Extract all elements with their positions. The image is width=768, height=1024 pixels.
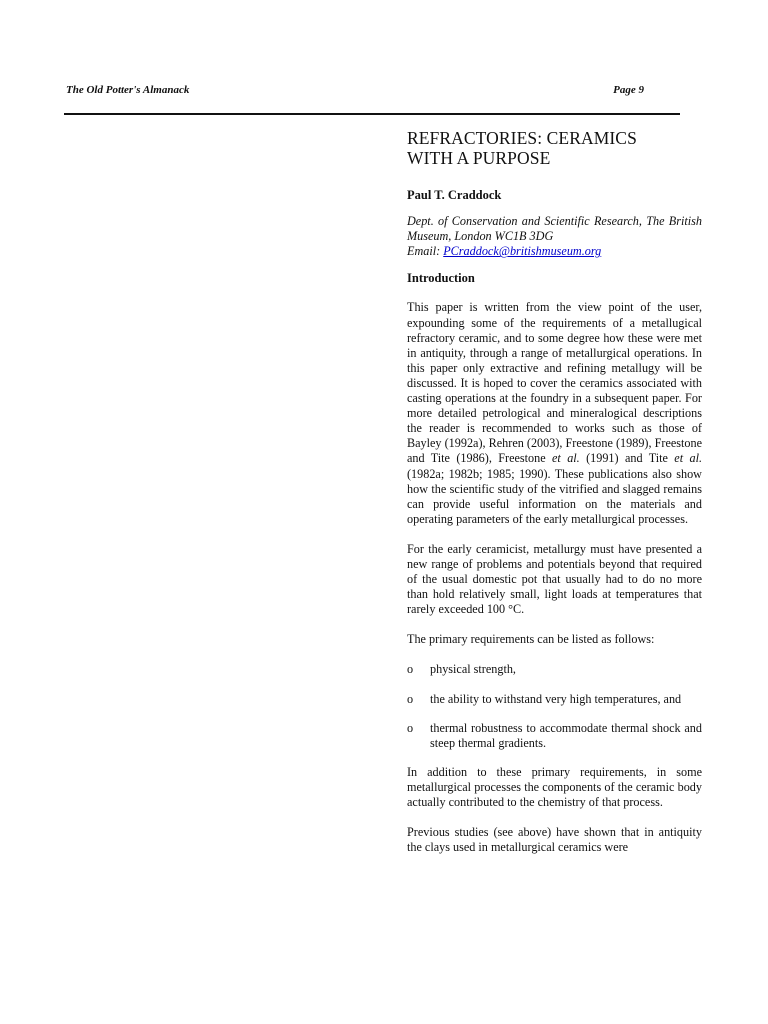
paragraph-1-et-al-2: et al. — [674, 451, 702, 466]
list-item — [407, 721, 702, 751]
paragraph-2: For the early ceramicist, metallurgy must have presented a new range of problems and potentials beyond that required of the usual domestic pot that usually had to do no more than hold relatively small, light loads at temperatures that rarely exceeded 100 °C. — [407, 541, 702, 617]
email-line — [407, 244, 702, 259]
list-item-text: thermal robustness to accommodate thermal shock and steep thermal gradients. — [430, 720, 702, 750]
paragraph-1-et-al-1: et al. — [552, 451, 580, 466]
paragraph-4: In addition to these primary requirements, in some metallurgical processes the components of the ceramic body actually contributed to the chemistry of that process. — [407, 764, 702, 809]
running-header — [66, 84, 644, 102]
bullet-marker: o — [407, 662, 414, 677]
article-title-line-1: REFRACTORIES: CERAMICS — [407, 128, 637, 148]
paragraph-1-part-a: This paper is written from the view point of the user, expounding some of the requirements of a metallugical refractory ceramic, and to some degree how these were met in antiquity, through a range of metallurgical operations. In this paper only extractive and refining metallugy will be discussed. It is hoped to cover the ceramics associated with casting operations at the foundry in a subsequent paper. For more detailed petrological and mineralogical descriptions the reader is recommended to works such as those of Bayley (1992a), Rehren (2003), Freestone (1989), Freestone and Tite (1986), Freestone — [407, 300, 702, 466]
list-item — [407, 692, 702, 707]
paragraph-1 — [407, 300, 702, 526]
list-item-text: physical strength, — [430, 662, 516, 677]
page-number: Page 9 — [613, 84, 644, 96]
article-title-line-2: WITH A PURPOSE — [407, 148, 551, 168]
author-name: Paul T. Craddock — [407, 188, 502, 202]
list-item-text: the ability to withstand very high temperatures, and — [430, 691, 682, 706]
paragraph-5: Previous studies (see above) have shown that in antiquity the clays used in metallurgical ceramics were — [407, 825, 702, 855]
article-column — [407, 128, 702, 870]
bullet-marker: o — [407, 720, 414, 735]
section-heading-introduction: Introduction — [407, 271, 475, 286]
paragraph-3: The primary requirements can be listed as follows: — [407, 632, 655, 647]
article-title — [407, 128, 702, 168]
journal-title: The Old Potter's Almanack — [66, 84, 190, 96]
email-link[interactable]: PCraddock@britishmuseum.org — [443, 244, 602, 259]
author-affiliation: Dept. of Conservation and Scientific Research, The British Museum, London WC1B 3DG — [407, 214, 702, 244]
email-label: Email: — [407, 244, 444, 259]
paragraph-1-part-c: (1991) and Tite — [579, 451, 675, 466]
paragraph-1-part-e: (1982a; 1982b; 1985; 1990). These publications also show how the scientific study of the vitrified and slagged remains can provide useful information on the materials and operating parameters of the early metallurgical processes. — [407, 466, 702, 526]
header-rule — [64, 113, 680, 115]
bullet-marker: o — [407, 691, 414, 706]
list-item — [407, 662, 702, 677]
